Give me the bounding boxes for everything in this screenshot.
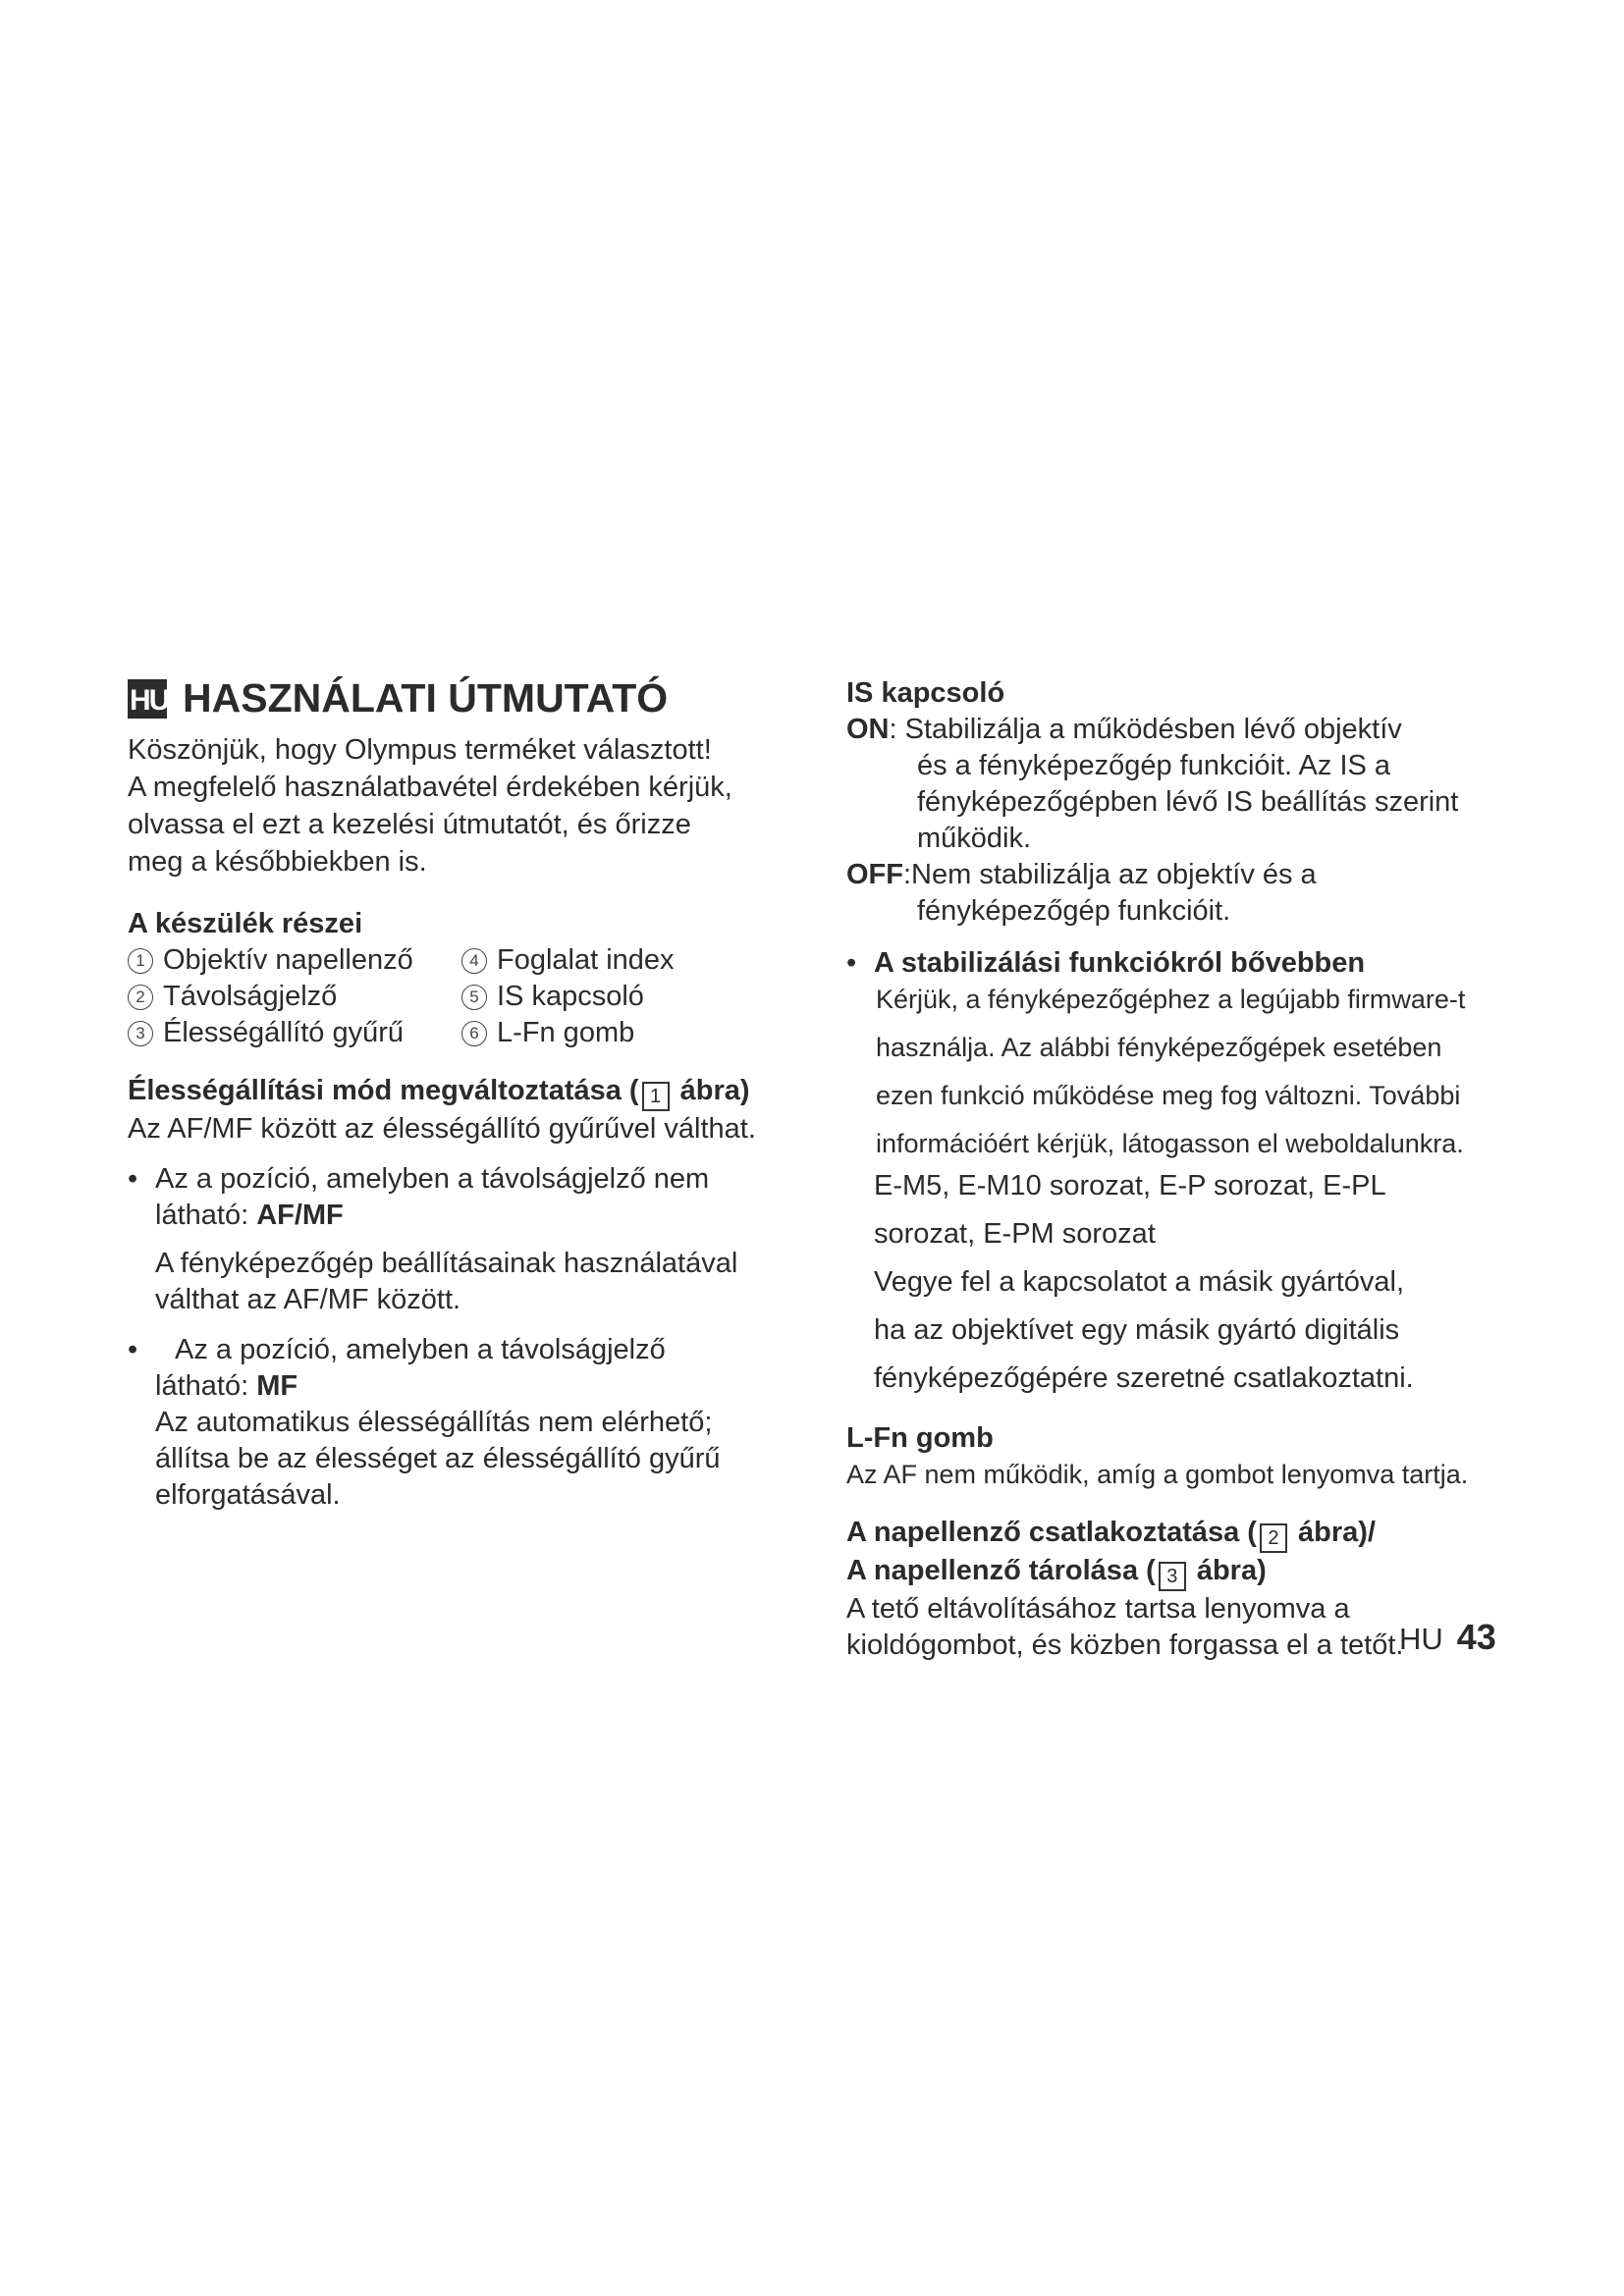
para-line: ezen funkció működése meg fog változni. További — [876, 1081, 1461, 1110]
part-label: Objektív napellenző — [163, 944, 413, 976]
bullet-item — [128, 1332, 805, 1514]
circled-number: 3 — [128, 1021, 153, 1046]
part-label: Élességállító gyűrű — [163, 1017, 405, 1048]
circled-number: 5 — [461, 985, 487, 1010]
para-line: Vegye fel a kapcsolatot a másik gyártóval, — [874, 1266, 1405, 1298]
para-line: Kérjük, a fényképezőgéphez a legújabb firmware-t — [876, 985, 1466, 1014]
intro-line: Köszönjük, hogy Olympus terméket választott! — [128, 734, 712, 766]
bullet-symbol: • — [846, 947, 857, 979]
hood-body-line: kioldógombot, és közben forgassa el a tetőt. — [846, 1629, 1404, 1661]
on-line: ON: Stabilizálja a működésben lévő objektív — [846, 714, 1402, 745]
focus-mode-section — [128, 1073, 805, 1514]
on-desc-line: fényképezőgépben lévő IS beállítás szerint — [917, 786, 1459, 818]
off-desc-line: fényképezőgép funkcióit. — [917, 895, 1231, 927]
off-description — [846, 893, 1524, 930]
part-item — [461, 942, 756, 979]
bullet-line: Az a pozíció, amelyben a távolságjelző nem — [155, 1163, 710, 1195]
stabilization-heading: A stabilizálási funkciókról bővebben — [874, 947, 1366, 979]
circled-number: 2 — [128, 985, 153, 1010]
para-line: sorozat, E-PM sorozat — [874, 1218, 1156, 1250]
bullet-line: látható: AF/MF — [155, 1200, 344, 1231]
bullet-symbol: • — [128, 1334, 138, 1365]
parts-heading: A készülék részei — [128, 908, 363, 939]
circled-number: 6 — [461, 1021, 487, 1046]
intro-line: A megfelelő használatbavétel érdekében kérjük, — [128, 772, 732, 803]
part-item — [128, 979, 461, 1015]
footer-lang: HU — [1399, 1622, 1443, 1656]
para-line: E-M5, E-M10 sorozat, E-P sorozat, E-PL — [874, 1170, 1386, 1201]
part-item — [128, 1015, 461, 1051]
bullet-para: Az automatikus élességállítás nem elérhető; állítsa be az élességet az élességállító gyűrű elforgatásával. — [155, 1407, 721, 1511]
para-line: ha az objektívet egy másik gyártó digitális — [874, 1314, 1400, 1346]
stabilization-more — [846, 945, 1524, 1397]
intro-line: meg a későbbiekben is. — [128, 846, 427, 878]
part-item — [461, 1015, 756, 1051]
is-switch-heading: IS kapcsoló — [846, 677, 1005, 709]
circled-number: 1 — [128, 948, 153, 974]
bullet-para: A fényképezőgép beállításainak használatával válthat az AF/MF között. — [155, 1248, 738, 1315]
parts-list — [128, 942, 805, 1051]
intro-text — [128, 731, 805, 881]
page-footer — [1399, 1617, 1496, 1658]
language-badge: HU — [128, 679, 167, 719]
para-line: használja. Az alábbi fényképezőgépek esetében — [876, 1033, 1442, 1062]
bullet-line: látható: MF — [155, 1370, 298, 1402]
para-line: információért kérjük, látogasson el weboldalunkra. — [876, 1129, 1464, 1158]
bullet-line: Az a pozíció, amelyben a távolságjelző — [175, 1334, 666, 1365]
parts-section — [128, 906, 805, 1051]
part-item — [128, 942, 461, 979]
part-item — [461, 979, 756, 1015]
contact-note — [874, 1264, 1524, 1397]
hood-heading-attach: A napellenző csatlakoztatása ( 2 ábra)/ — [846, 1515, 1524, 1553]
figure-ref-box: 2 — [1260, 1523, 1287, 1553]
lfn-heading: L-Fn gomb — [846, 1422, 994, 1454]
focus-mode-heading: Élességállítási mód megváltoztatása ( 1 ábra) — [128, 1073, 805, 1111]
page-title: HASZNÁLATI ÚTMUTATÓ — [183, 675, 669, 721]
figure-ref-box: 1 — [642, 1082, 670, 1111]
lfn-body: Az AF nem működik, amíg a gombot lenyomva tartja. — [846, 1460, 1469, 1489]
camera-list — [874, 1168, 1524, 1253]
page-number: 43 — [1456, 1617, 1496, 1657]
part-label: IS kapcsoló — [497, 981, 644, 1012]
focus-mode-body: Az AF/MF között az élességállító gyűrűvel válthat. — [128, 1113, 756, 1145]
part-label: L-Fn gomb — [497, 1017, 635, 1048]
off-key: OFF — [846, 859, 903, 890]
bullet-item — [128, 1161, 805, 1318]
para-line: fényképezőgépére szeretné csatlakoztatni. — [874, 1362, 1414, 1394]
hood-body-line: A tető eltávolításához tartsa lenyomva a — [846, 1593, 1350, 1625]
stabilization-para — [876, 982, 1524, 1162]
on-description — [846, 748, 1524, 857]
part-label: Távolságjelző — [163, 981, 338, 1012]
on-key: ON — [846, 714, 890, 745]
on-desc-line: és a fényképezőgép funkcióit. Az IS a — [917, 750, 1391, 781]
on-desc-line: működik. — [917, 823, 1032, 854]
bullet-symbol: • — [128, 1163, 138, 1195]
hood-heading-store: A napellenző tárolása ( 3 ábra) — [846, 1553, 1524, 1591]
off-line: OFF:Nem stabilizálja az objektív és a — [846, 859, 1317, 890]
right-column — [846, 675, 1524, 1664]
is-switch-section — [846, 675, 1524, 1397]
part-label: Foglalat index — [497, 944, 675, 976]
lfn-section — [846, 1420, 1524, 1493]
intro-line: olvassa el ezt a kezelési útmutatót, és őrizze — [128, 809, 691, 840]
title-row — [128, 675, 805, 721]
figure-ref-box: 3 — [1159, 1562, 1186, 1591]
circled-number: 4 — [461, 948, 487, 974]
left-column — [128, 675, 805, 1514]
